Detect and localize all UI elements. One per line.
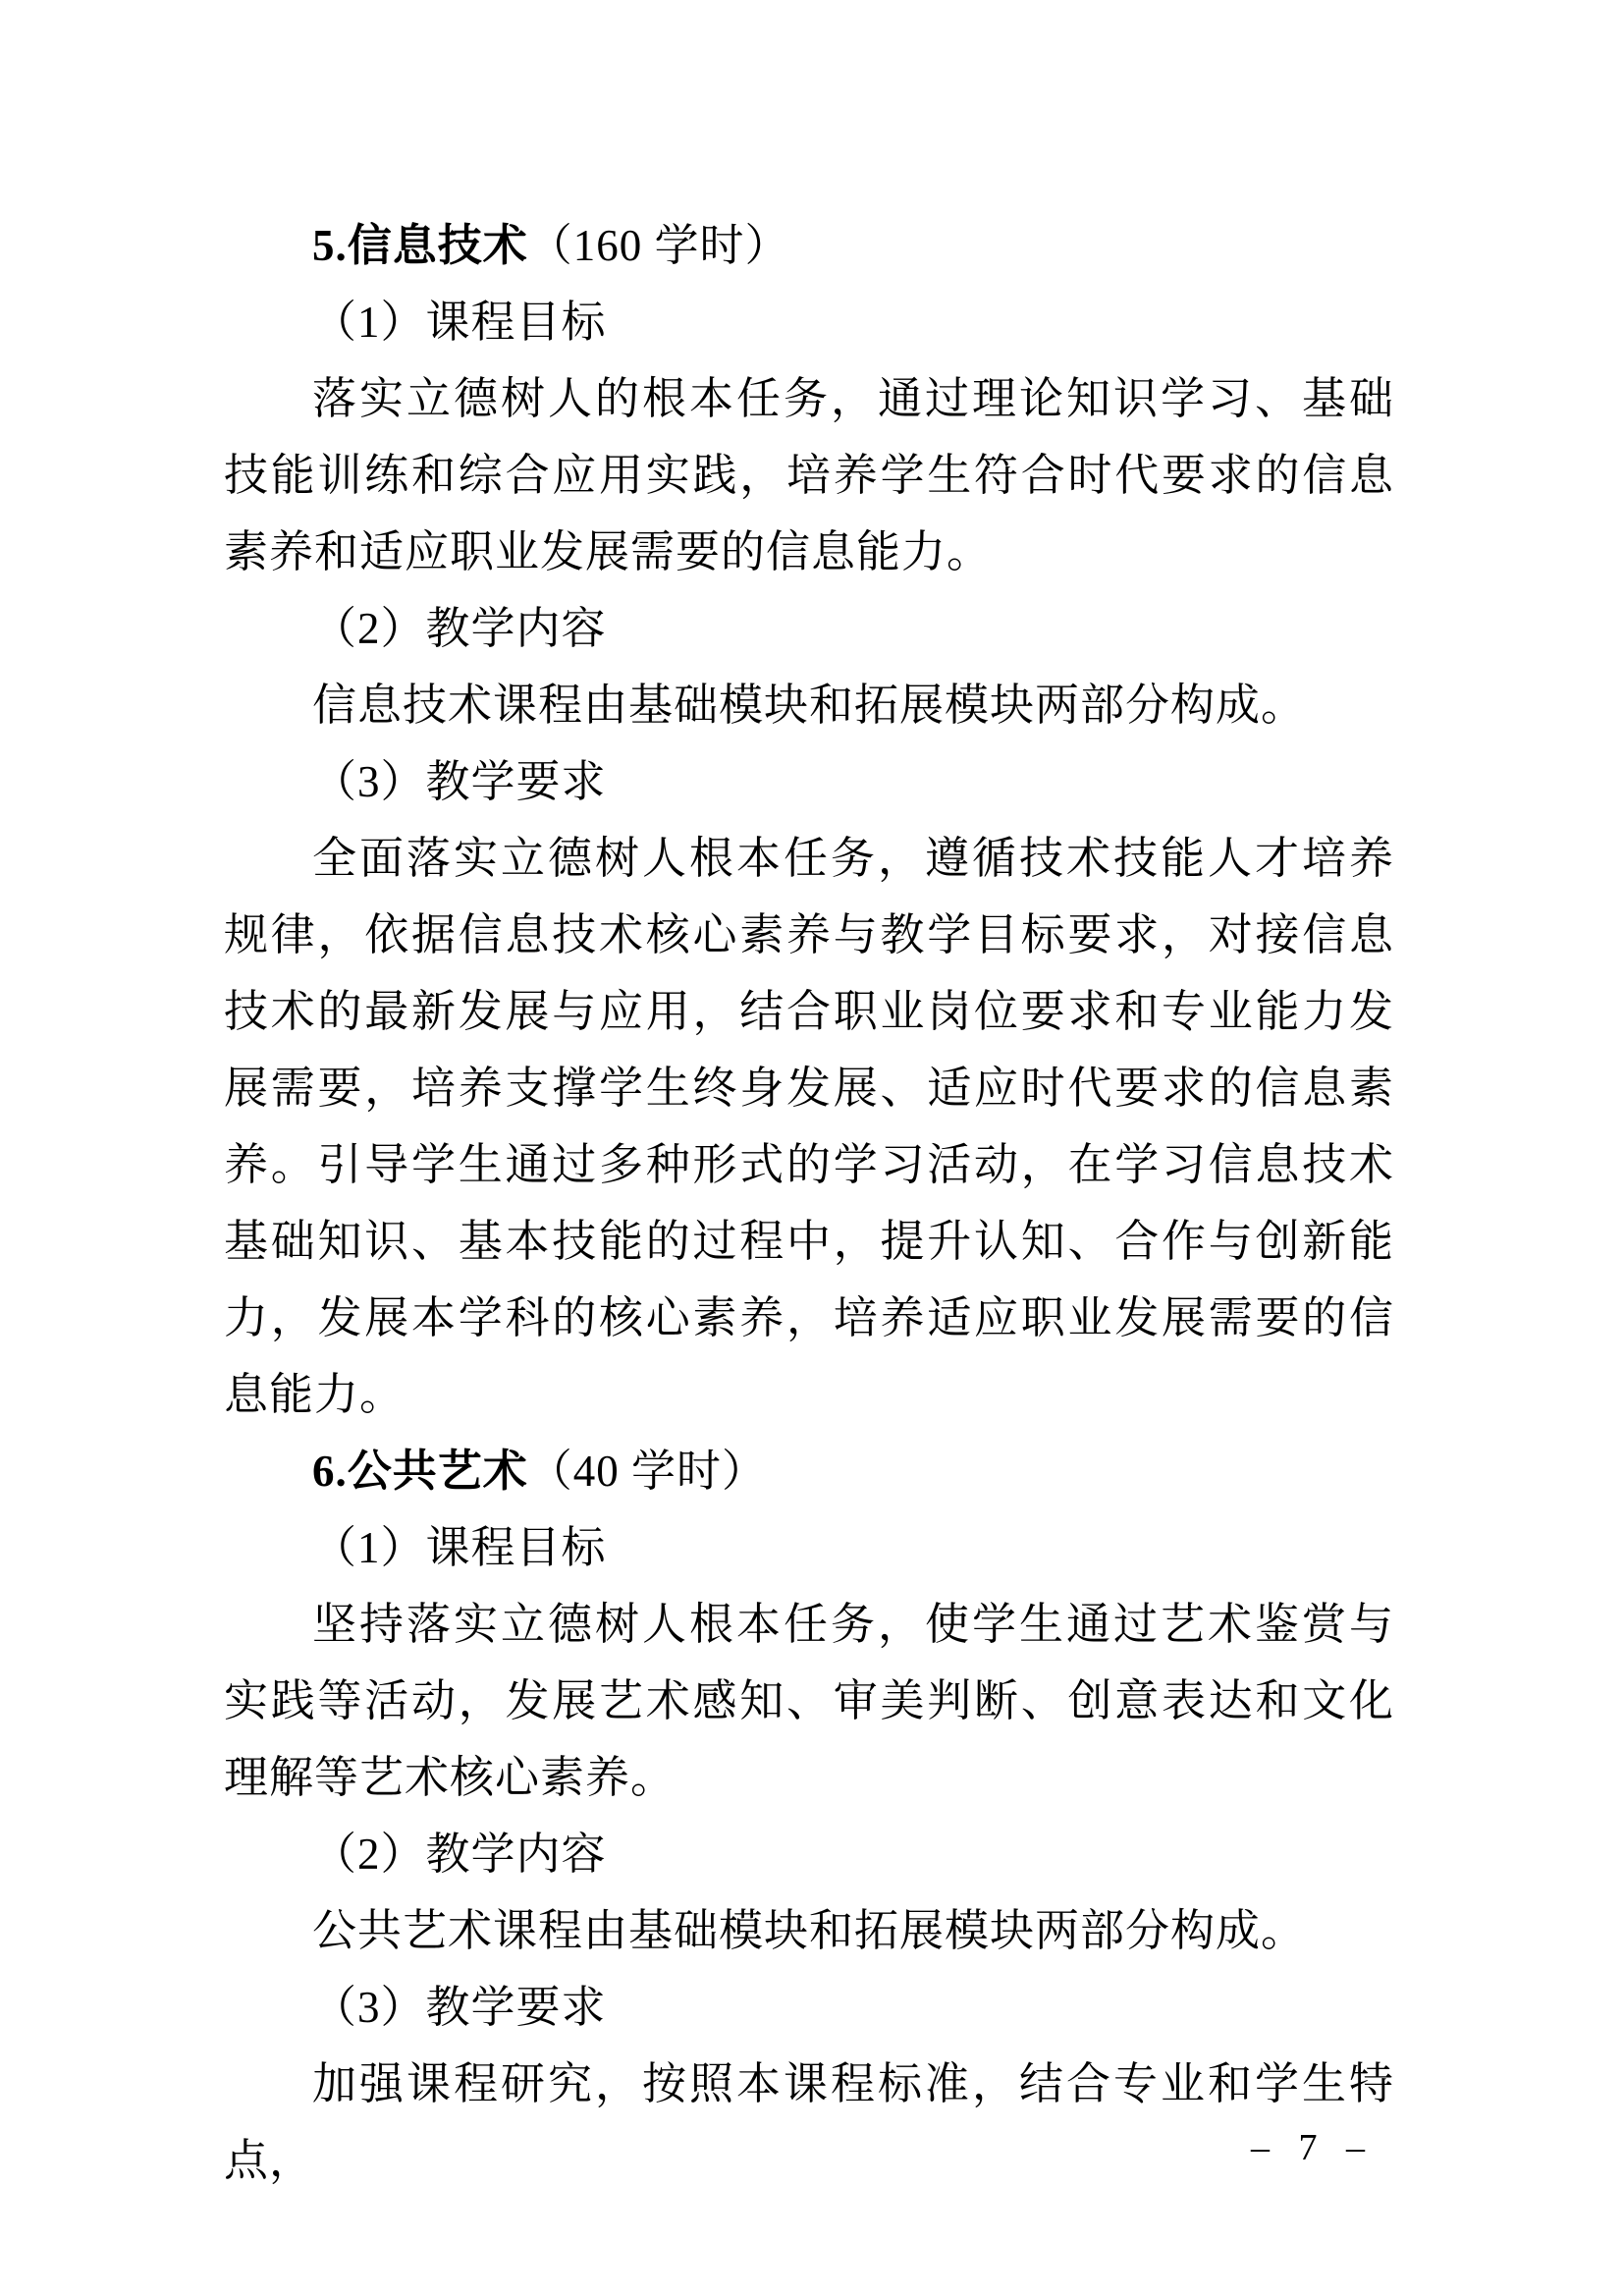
paragraph-teaching-content: 信息技术课程由基础模块和拓展模块两部分构成。 bbox=[312, 681, 1307, 730]
paragraph-teaching-requirements: 全面落实立德树人根本任务，遵循技术技能人才培养规律，依据信息技术核心素养与教学目标要求，对接信息技术的最新发展与应用，结合职业岗位要求和专业能力发展需要，培养支撑学生终身发展、适应时代要求的信息素养。引导学生通过多种形式的学习活动，在学习信息技术基础知识、基本技能的过程中，提升认知、合作与创新能力，发展本学科的核心素养，培养适应职业发展需要的信息能力。 bbox=[224, 834, 1394, 1419]
section-title: 5.信息技术 bbox=[312, 221, 528, 270]
page-content bbox=[224, 207, 1394, 2199]
subheading-course-goal: （1）课程目标 bbox=[312, 298, 607, 347]
section-heading-public-art bbox=[224, 1433, 1394, 1509]
paragraph-course-goal: 落实立德树人的根本任务，通过理论知识学习、基础技能训练和综合应用实践，培养学生符合时代要求的信息素养和适应职业发展需要的信息能力。 bbox=[224, 374, 1394, 576]
subheading-course-goal: （1）课程目标 bbox=[312, 1523, 607, 1572]
subheading-teaching-content: （2）教学内容 bbox=[312, 1830, 607, 1879]
paragraph-course-goal: 坚持落实立德树人根本任务，使学生通过艺术鉴赏与实践等活动，发展艺术感知、审美判断、创意表达和文化理解等艺术核心素养。 bbox=[224, 1600, 1394, 1802]
page-number: – 7 – bbox=[1251, 2127, 1375, 2168]
paragraph-teaching-requirements-partial: 加强课程研究，按照本课程标准，结合专业和学生特点， bbox=[224, 2059, 1394, 2185]
section-hours: （160 学时） bbox=[527, 221, 790, 270]
section-title: 6.公共艺术 bbox=[312, 1447, 528, 1496]
subheading-teaching-requirements: （3）教学要求 bbox=[312, 1983, 607, 2032]
section-heading-info-tech bbox=[224, 207, 1394, 284]
subheading-teaching-content: （2）教学内容 bbox=[312, 604, 607, 653]
paragraph-teaching-content: 公共艺术课程由基础模块和拓展模块两部分构成。 bbox=[312, 1906, 1307, 1955]
section-hours: （40 学时） bbox=[527, 1447, 768, 1496]
subheading-teaching-requirements: （3）教学要求 bbox=[312, 757, 607, 806]
